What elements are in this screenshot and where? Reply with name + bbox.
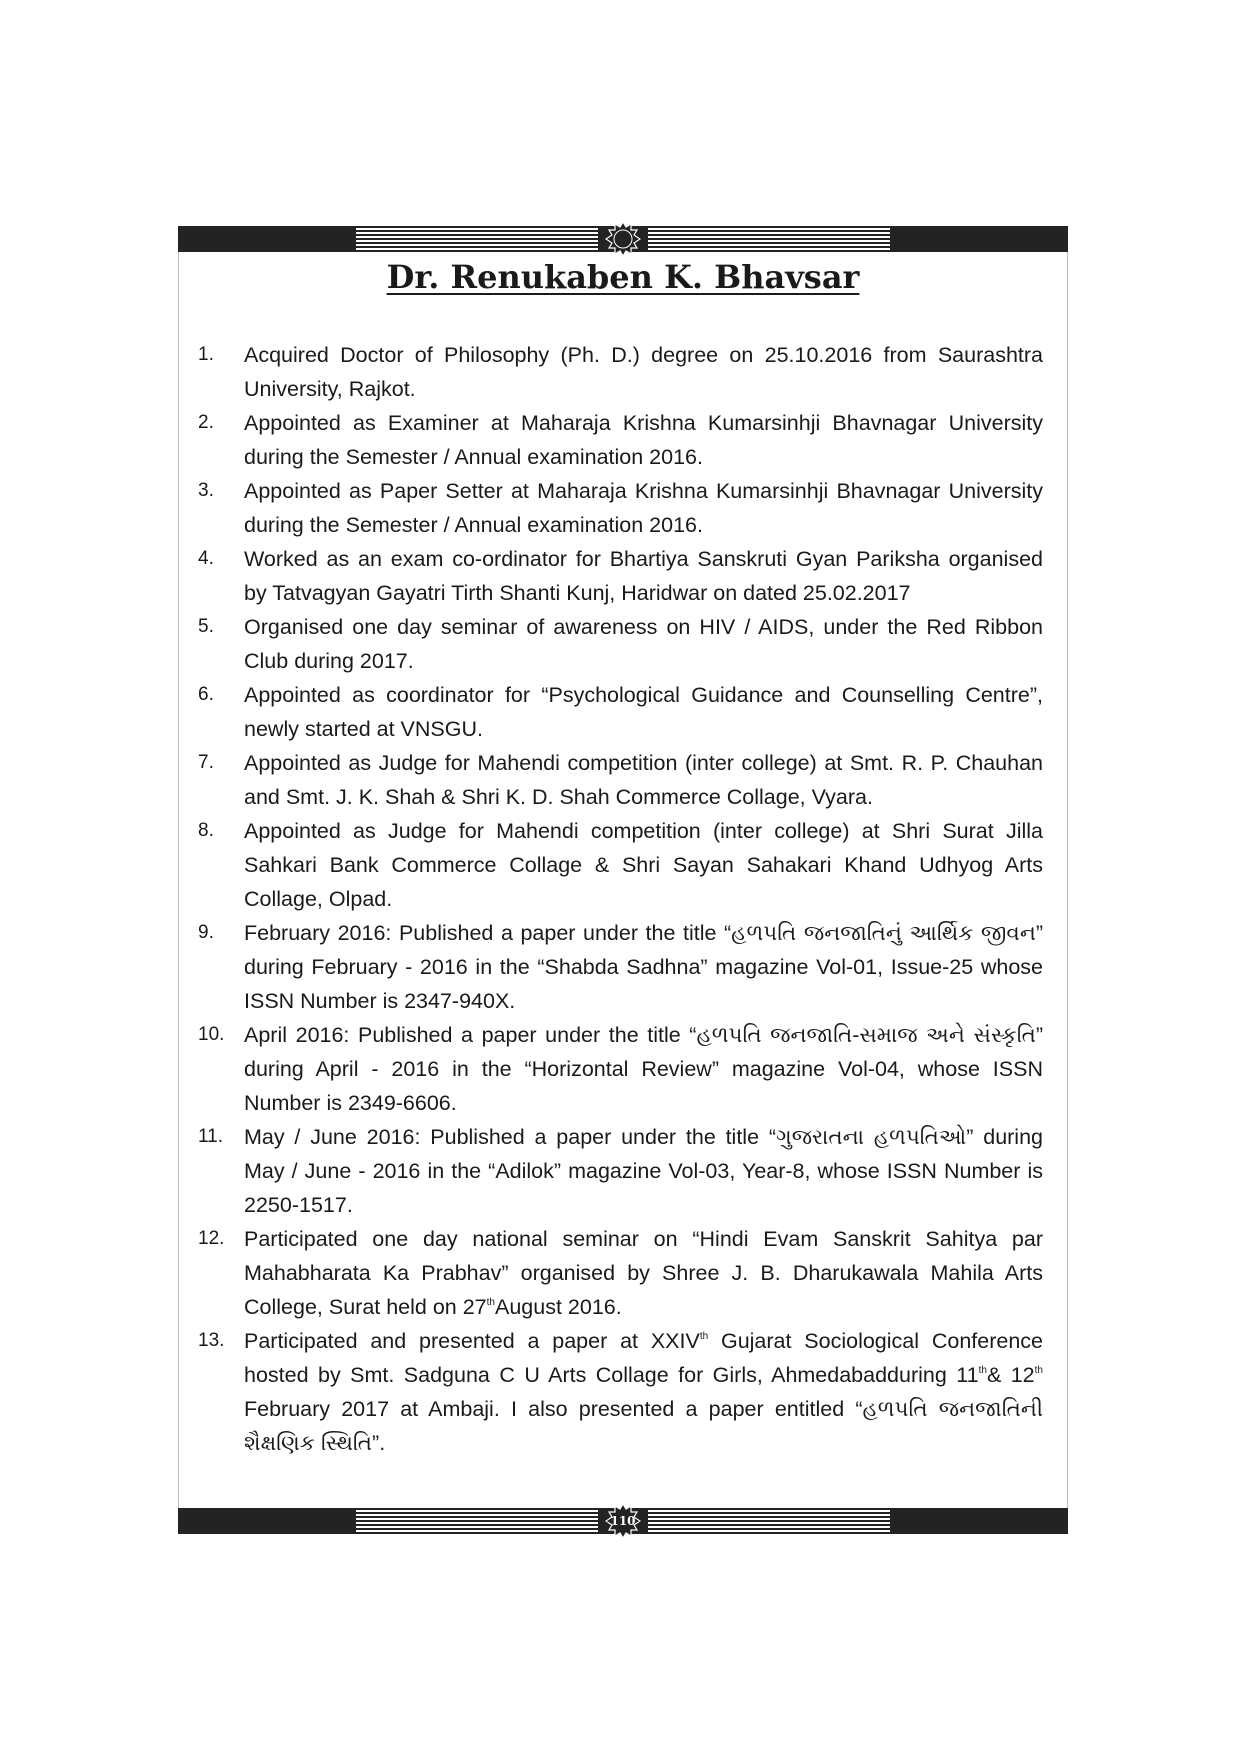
text-part: August 2016. [495, 1295, 622, 1319]
list-item [198, 542, 1043, 610]
item-number: 8. [198, 820, 214, 841]
item-text: February 2016: Published a paper under the title “હળપતિ જનજાતિનું આર્થિક જીવન” during February - 2016 in the “Shabda Sadhna” magazine Vol-01, Issue-25 whose ISSN Number is 2347-940X. [244, 921, 1043, 1013]
item-number: 13. [198, 1330, 225, 1351]
item-number: 12. [198, 1228, 225, 1249]
item-text: Appointed as Paper Setter at Maharaja Krishna Kumarsinhji Bhavnagar University during the Semester / Annual examination 2016. [244, 479, 1043, 537]
item-text: Acquired Doctor of Philosophy (Ph. D.) degree on 25.10.2016 from Saurashtra University, Rajkot. [244, 343, 1043, 401]
item-text [244, 1324, 1043, 1460]
footer-band [178, 1508, 1068, 1534]
list-item [198, 474, 1043, 542]
list-item [198, 678, 1043, 746]
page-title: Dr. Renukaben K. Bhavsar [386, 258, 860, 296]
list-item [198, 746, 1043, 814]
item-text [244, 1222, 1043, 1324]
list-item [198, 1120, 1043, 1222]
item-number: 4. [198, 548, 214, 569]
item-text: Appointed as Judge for Mahendi competition (inter college) at Smt. R. P. Chauhan and Smt. J. K. Shah & Shri K. D. Shah Commerce Collage, Vyara. [244, 751, 1043, 809]
ordinal-suffix: th [486, 1297, 495, 1308]
item-number: 10. [198, 1024, 225, 1045]
item-number: 9. [198, 922, 214, 943]
item-number: 2. [198, 412, 214, 433]
list-item [198, 610, 1043, 678]
item-number: 7. [198, 752, 214, 773]
list-item [198, 1018, 1043, 1120]
list-item [198, 1222, 1043, 1324]
item-number: 3. [198, 480, 214, 501]
item-text: May / June 2016: Published a paper under the title “ગુજરાતના હળપતિઓ” during May / June - 2016 in the “Adilok” magazine Vol-03, Year-8, whose ISSN Number is 2250-1517. [244, 1125, 1043, 1217]
text-part: Participated one day national seminar on “Hindi Evam Sanskrit Sahitya par Mahabharata Ka Prabhav” organised by Shree J. B. Dharukawala Mahila Arts College, Surat held on 27 [244, 1227, 1043, 1319]
text-part: & 12 [986, 1363, 1035, 1387]
item-number: 11. [198, 1126, 224, 1147]
footer-stripes-right [648, 1510, 890, 1532]
page-number: 110 [610, 1514, 636, 1528]
header-stripes-right [648, 228, 890, 250]
header-stripes-left [356, 228, 598, 250]
item-number: 6. [198, 684, 214, 705]
text-part: Gujarat Sociological Conference hosted by Smt. Sadguna C U Arts Collage for Girls, Ahmedabadduring 11 [244, 1329, 1043, 1387]
list-item [198, 916, 1043, 1018]
item-number: 1. [198, 344, 214, 365]
item-text: Appointed as Examiner at Maharaja Krishna Kumarsinhji Bhavnagar University during the Semester / Annual examination 2016. [244, 411, 1043, 469]
ordinal-suffix: th [978, 1365, 987, 1376]
item-number: 5. [198, 616, 214, 637]
ordinal-suffix: th [1034, 1365, 1043, 1376]
achievements-list [198, 338, 1043, 1460]
text-part: February 2017 at Ambaji. I also presented a paper entitled “હળપતિ જનજાતિની શૈક્ષણિક સ્થિતિ”. [244, 1397, 1043, 1455]
item-text: Appointed as Judge for Mahendi competition (inter college) at Shri Surat Jilla Sahkari Bank Commerce Collage & Shri Sayan Sahakari Khand Udhyog Arts Collage, Olpad. [244, 819, 1043, 911]
item-text: Appointed as coordinator for “Psychological Guidance and Counselling Centre”, newly started at VNSGU. [244, 683, 1043, 741]
item-text: April 2016: Published a paper under the title “હળપતિ જનજાતિ-સમાજ અને સંસ્કૃતિ” during April - 2016 in the “Horizontal Review” magazine Vol-04, whose ISSN Number is 2349-6606. [244, 1023, 1043, 1115]
ordinal-suffix: th [699, 1331, 709, 1342]
text-part: Participated and presented a paper at XXIV [244, 1329, 700, 1353]
list-item [198, 406, 1043, 474]
list-item [198, 814, 1043, 916]
ornament-icon [605, 221, 641, 257]
header-band [178, 226, 1068, 252]
item-text: Worked as an exam co-ordinator for Bhartiya Sanskruti Gyan Pariksha organised by Tatvagyan Gayatri Tirth Shanti Kunj, Haridwar on dated 25.02.2017 [244, 547, 1043, 605]
footer-stripes-left [356, 1510, 598, 1532]
list-item [198, 338, 1043, 406]
item-text: Organised one day seminar of awareness on HIV / AIDS, under the Red Ribbon Club during 2017. [244, 615, 1043, 673]
list-item [198, 1324, 1043, 1460]
